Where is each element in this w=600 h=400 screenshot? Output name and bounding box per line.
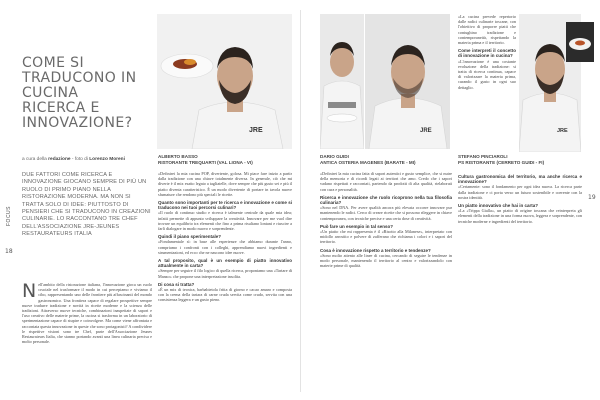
chef-restaurant: RISTORANTE TREQUARTI (VAL LIONA - VI) [158, 159, 253, 165]
byline-separator: - foto di [70, 157, 90, 162]
interview-answer: «La «Trippa Gialla», un piatto di origine toscana che reinterpreta gli elementi della tradizione in una forma nuova, leggera e sorprendente, con tecniche moderne e ingredienti del territorio. [458, 208, 582, 224]
chef-name: ALBERTO BASSO [158, 154, 198, 159]
caption-alberto-basso [158, 154, 253, 165]
interview-question: Quindi il piano sperimentale? [158, 234, 222, 240]
svg-text:JRE: JRE [420, 128, 432, 134]
column-intro: «La cucina prevede repertorio dalle radici culinarie toscane, con l'obiettivo di proporre piatti che coniughino tradizione e contemporaneità, rispettando la materia prima e il territorio. [458, 14, 516, 46]
page-number-right: 19 [588, 194, 596, 201]
svg-text:JRE: JRE [557, 128, 568, 134]
chef-restaurant: ANTICA OSTERIA MAGENES (BARATE - MI) [320, 159, 416, 165]
column-intro: «Definirei la mia cucina POP, divertente, golosa. Mi piace fare inizio a partir dalla tradizione con una chiave totalmente diversa. In generale, ciò che mi diverte è il mix esatto legato a tagliatelle, dove sempre che più gusto sei e più il piatto diventa caratteristico. È un modo divertente di portare in tavola nuove sfumature che rendono più speciali le ricette. [158, 171, 292, 197]
chef-name: DARIO GUIDI [320, 154, 349, 159]
interview-answer: «Certamente: sono il fondamento per ogni idea nuova. La ricerca parte dalla tradizione e ci porta verso un futuro sostenibile e coerente con la nostra identità. [458, 184, 582, 200]
byline-prefix: a cura della [22, 157, 47, 162]
caption-dario-guidi [320, 154, 416, 165]
article-title: COME SI TRADUCONO IN CUCINA RICERCA E INNOVAZIONE? [22, 55, 137, 131]
interview-answer: «Un piatto che mi rappresenta è il «Risotto alla Milanese», interpretato con midollo arrostito e polvere di zafferano che richiama i colori e i sapori del territorio. [320, 229, 452, 245]
dish-photo [566, 22, 594, 62]
byline-photographer: Lorenzo Moreni [89, 157, 125, 162]
interview-answer: «È un mix di tecnica, barbabietola fritta di giorno e cacao amaro e composta con la crema della tartara di carne cruda servita come crudo, servita con una consistenza leggera e un gusto pieno. [158, 287, 292, 303]
interview-question: Cosa è innovazione rispetto a territorio e tendenze? [320, 247, 431, 253]
drop-cap: N [22, 280, 37, 302]
byline-author: redazione [48, 157, 71, 162]
interview-question: Come interpreti il concetto di innovazione in cucina? [458, 48, 516, 59]
interview-question: A tal proposito, qual è un esempio di piatto innovativo attualmente in carta? [158, 258, 292, 269]
intro-paragraph [22, 282, 152, 344]
caption-stefano-pinciaroli [458, 154, 544, 165]
interview-answer: «Il ruolo di continuo studio e ricerca è talmente centrale da quale mia idea; infatti permette di appunto sviluppare la creatività. Innovare per me vuol dire trovare un equilibrio tra elementi che fino a prima risultano lontani e riuscire a farli dialogare in modo nuovo e sorprendente. [158, 210, 292, 232]
column-stefano-pinciaroli-top [458, 14, 516, 152]
chef-photo-dario-guidi-cooking [320, 14, 364, 149]
chef-photo-alberto-basso [157, 14, 292, 149]
interview-question: Un piatto innovativo che hai in carta? [458, 203, 539, 209]
byline [22, 157, 125, 162]
column-intro: «Definirei la mia cucina fatta di sapori autentici e gusto semplice, che si nutre della memoria e di ricordi legati ai territori che amo. Credo che i sapori vadano rispettati e raccontati, partendo da prodotti di alta qualità, rielaborati con cura e personalità. [320, 171, 452, 192]
interview-answer: «Sempre per seguire il filo logico di quella ricerca, proponiamo una «Tartare di Manzo» che propone una interpretazione insolita. [158, 268, 292, 279]
article-lead: DUE FATTORI COME RICERCA E INNOVAZIONE GIOCANO SEMPRE DI PIÙ UN RUOLO DI PRIMO PIANO NELLA RISTORAZIONE MODERNA. MA NON SI TRATTA SOLO DI IDEE: PIUTTOSTO DI PENSIERI CHE SI TRADUCONO IN CREAZIONI CULINARIE. LO RACCONTANO TRE CHEF DELL'ASSOCIAZIONE JRE-JEUNES RESTAURATEURS ITALIA [22, 172, 151, 238]
svg-text:JRE: JRE [249, 127, 263, 134]
interview-answer: «Sono nel DNA. Per avere qualità ancora più elevata occorre innovare pur mantenendo le radici. Cerco di creare ricette che si possono rileggere in chiave contemporanea, con tecniche precise e una certa dose di creatività. [320, 205, 452, 221]
chef-photo-dario-guidi [365, 14, 450, 149]
interview-question: Può fare un esempio in tal senso? [320, 223, 394, 229]
interview-question: Ricerca e innovazione che ruolo ricoprono nella tua filosofia culinaria? [320, 194, 452, 206]
page-gutter [300, 10, 301, 392]
intro-text: ell'ambito della ristorazione italiana, l'innovazione gioca un ruolo cruciale nel trasformare il modo in cui percepiamo e viviamo il cibo, rappresentando uno delle frontiere più affascinanti del mondo gastronomico. Una frontiera capace di regalare prospettive sempre nuove tradurre tradizione e novità in ricette moderne e la scienza delle tradizioni. Attraverso nuove tecniche, combinazioni inaspettate di sapori e l'uso creativo delle materie prime, la cucina si trasforma in un laboratorio di sperimentazione capace di stupire e coinvolgere. Ma come viene affrontata e raccontata questa innovazione in queste che sono protagonisti? A condividere le rispettive visioni sono tre Chef, parte dell'Associazione Jeunes Restaurateurs Italia, che stanno portando avanti una linea culinaria precisa e molto personale. [22, 282, 152, 345]
interview-answer: «Fondamentale sì: in base alle esperienze che abbiamo durante l'anno, compriamo i confronti con i colleghi, apprendiamo nuovi ingredienti e strumentazioni, ed ecco che ne nascono idee nuove. [158, 239, 292, 255]
column-alberto-basso [158, 171, 292, 391]
interview-question: Di cosa si tratta? [158, 281, 195, 287]
column-stefano-pinciaroli [458, 171, 582, 391]
interview-answer: «L'innovazione è una costante evoluzione della tradizione: si tratta di ricerca continua, capace di valorizzare la materia prima, curando il gusto in ogni suo dettaglio. [458, 58, 516, 90]
section-label: FOCUS [6, 206, 12, 226]
interview-question: Quanto sono importanti per te ricerca e innovazione e come si traducono nei tuoi percorsi culinari? [158, 200, 292, 211]
interview-question: Cultura gastronomica del territorio, ma anche ricerca e innovazione? [458, 174, 582, 185]
page-number-left: 18 [5, 248, 13, 255]
chef-name: STEFANO PINCIAROLI [458, 154, 508, 159]
chef-restaurant: PS RISTORANTE (CERRETO GUIDI - FI) [458, 159, 545, 165]
interview-answer: «Sono molto attento alle linee di cucina, cercando di seguire le tendenze in modo personale, mantenendo il territorio al centro e valorizzandolo con materie prime di qualità. [320, 252, 452, 269]
column-dario-guidi [320, 171, 452, 391]
